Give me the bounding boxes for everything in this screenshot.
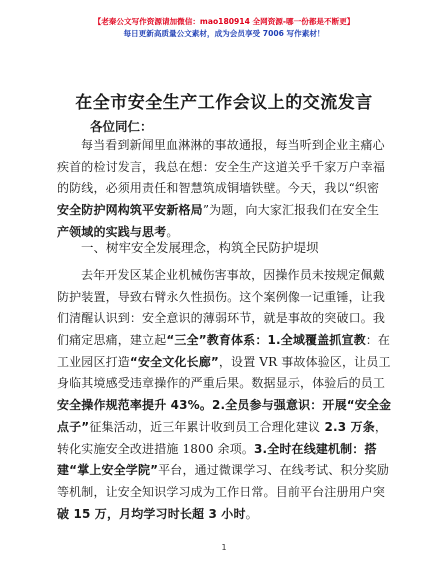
- text-line: 点子”征集活动，近三年累计收到员工合理化建议 2.3 万条，: [57, 419, 388, 434]
- paragraph-intro: [57, 135, 401, 243]
- salutation: 各位同仁：: [90, 119, 153, 134]
- text-line: 安全操作规范率提升 43%。2.全员参与强意识：开展“安全金: [57, 398, 392, 413]
- promo-banner-line2: 每日更新高质量公文素材，成为会员享受 7006 写作素材！: [123, 29, 325, 38]
- text-line: 产领域的实践与思考。: [57, 224, 179, 239]
- text-line: 们痛定思痛，建立起“三全”教育体系：1.全域覆盖抓宣教：在: [57, 333, 391, 348]
- text-line: 身临其境感受违章操作的严重后果。数据显示，体验后的员工: [57, 376, 386, 391]
- text-line: 防护装置，导致右臂永久性损伤。这个案例像一记重锤，让我: [57, 289, 386, 304]
- text-line: 建“掌上安全学院”平台，通过微课学习、在线考试、积分奖励: [57, 463, 389, 478]
- text-line: 的防线，必须用责任和智慧筑成铜墙铁壁。今天，我以“织密: [57, 181, 380, 196]
- text-line: 破 15 万，月均学习时长超 3 小时。: [57, 506, 258, 521]
- text-line: 工业园区打造“安全文化长廊”，设置 VR 事故体验区，让员工: [57, 354, 391, 369]
- document-title: 在全市安全生产工作会议上的交流发言: [75, 93, 373, 113]
- page-number: 1: [221, 543, 227, 552]
- text-line: 安全防护网构筑平安新格局”为题，向大家汇报我们在安全生: [57, 203, 380, 218]
- text-line: 转化实施安全改进措施 1800 余项。3.全时在线建机制：搭: [57, 441, 377, 456]
- section-heading-1: 一、树牢安全发展理念，构筑全民防护堤坝: [81, 240, 319, 255]
- text-line: 们清醒认识到：安全意识的薄弱环节，就是事故的突破口。我: [57, 311, 386, 326]
- text-line: 去年开发区某企业机械伤害事故，因操作员未按规定佩戴: [81, 268, 385, 282]
- paragraph-section-1: [57, 265, 401, 525]
- text-line: 疾首的检讨发言，我总在想：安全生产这道关乎千家万户幸福: [57, 159, 386, 174]
- text-line: 等机制，让安全知识学习成为工作日常。目前平台注册用户突: [57, 484, 386, 499]
- text-line: 每当看到新闻里血淋淋的事故通报，每当听到企业主痛心: [81, 138, 385, 152]
- promo-banner-line1: 【老秦公文写作资源请加微信：mao180914 全网资源-哪一份都是不断更】: [93, 17, 355, 26]
